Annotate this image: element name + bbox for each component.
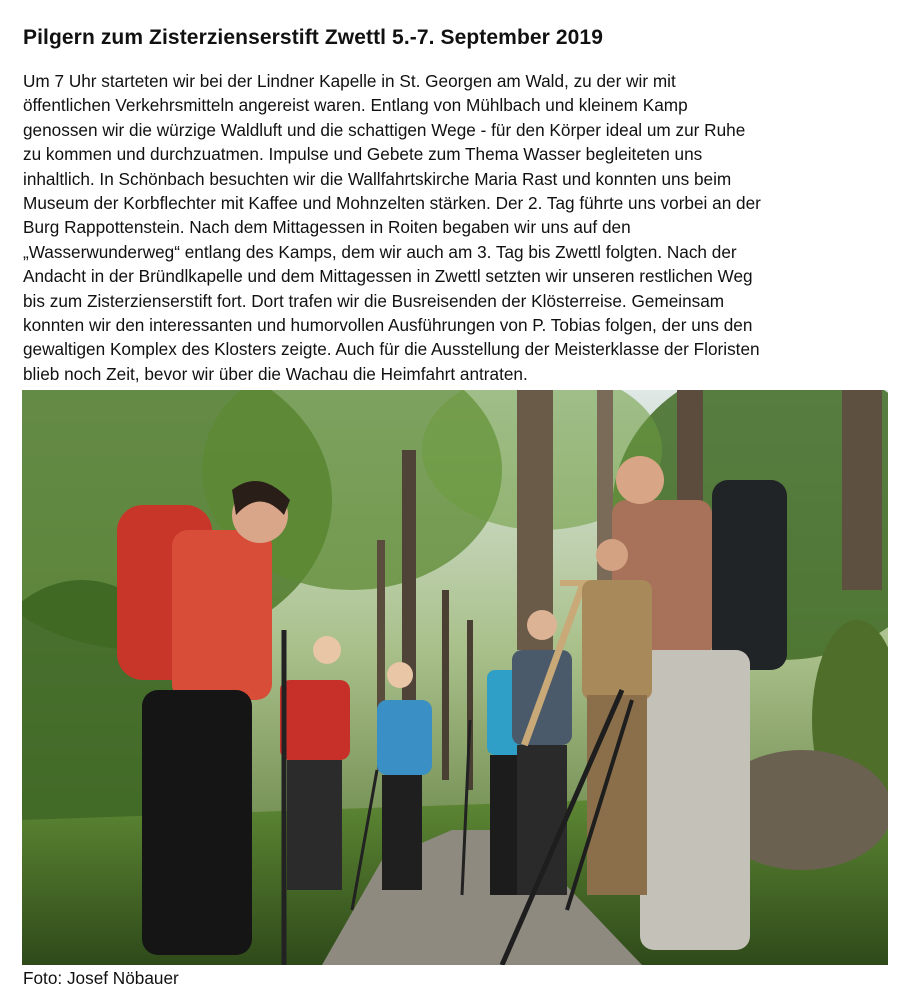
body-line: Andacht in der Bründlkapelle und dem Mittagessen in Zwettl setzten wir unseren restlichen Weg <box>23 266 753 287</box>
photo-caption: Foto: Josef Nöbauer <box>23 968 179 988</box>
body-line: konnten wir den interessanten und humorvollen Ausführungen von P. Tobias folgen, der uns den <box>23 315 753 336</box>
body-line: zu kommen und durchzuatmen. Impulse und Gebete zum Thema Wasser begleiteten uns <box>23 144 703 165</box>
body-line: bis zum Zisterzienserstift fort. Dort trafen wir die Busreisenden der Klösterreise. Gemeinsam <box>23 290 725 311</box>
body-line: Museum der Korbflechter mit Kaffee und Mohnzelten stärken. Der 2. Tag führte uns vorbei an der <box>23 193 761 214</box>
body-line: blieb noch Zeit, bevor wir über die Wachau die Heimfahrt antraten. <box>23 363 528 384</box>
body-line: öffentlichen Verkehrsmitteln angereist waren. Entlang von Mühlbach und kleinem Kamp <box>23 95 688 116</box>
article-title: Pilgern zum Zisterzienserstift Zwettl 5.-7. September 2019 <box>23 26 603 49</box>
body-line: Burg Rappottenstein. Nach dem Mittagessen in Roiten begaben wir uns auf den <box>23 217 631 238</box>
body-line: gewaltigen Komplex des Klosters zeigte. Auch für die Ausstellung der Meisterklasse der Floristen <box>23 339 760 360</box>
body-line: inhaltlich. In Schönbach besuchten wir die Wallfahrtskirche Maria Rast und konnten uns beim <box>23 168 732 189</box>
body-line: „Wasserwunderweg“ entlang des Kamps, dem wir auch am 3. Tag bis Zwettl folgten. Nach der <box>23 241 737 262</box>
body-line: genossen wir die würzige Waldluft und die schattigen Wege - für den Körper ideal um zur Ruhe <box>23 119 746 140</box>
article-body <box>23 69 893 386</box>
body-line: Um 7 Uhr starteten wir bei der Lindner Kapelle in St. Georgen am Wald, zu der wir mit <box>23 71 676 91</box>
pilgrim-group-photo <box>22 390 888 965</box>
